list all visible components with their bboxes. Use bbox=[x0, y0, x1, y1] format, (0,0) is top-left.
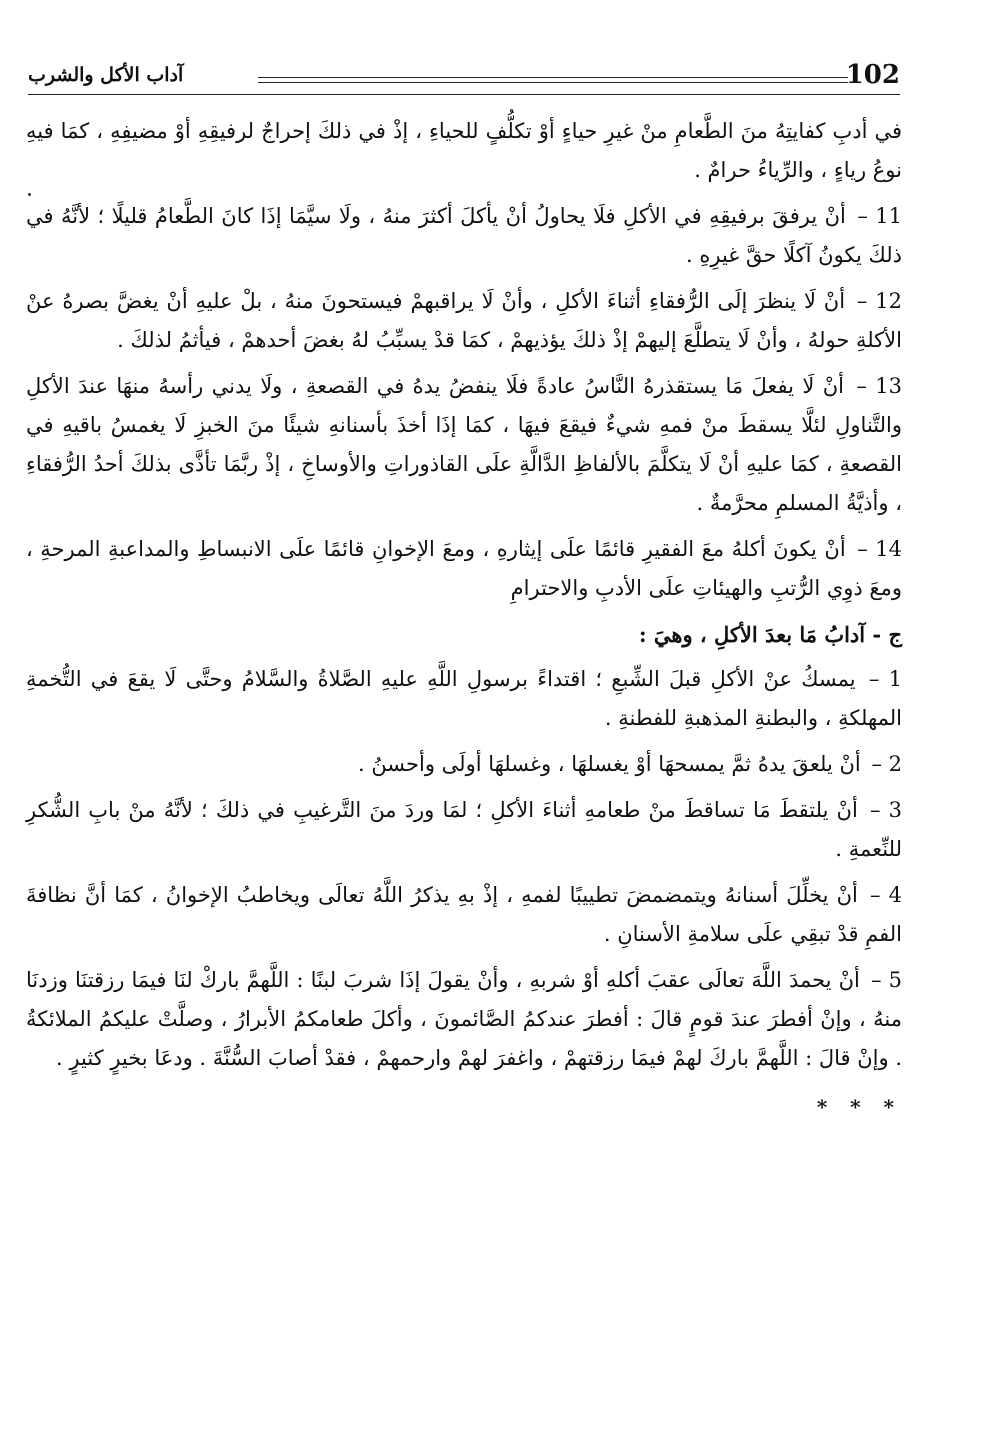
item-number: 12 – bbox=[856, 289, 903, 313]
paragraph-text: يمسكُ عنْ الأكلِ قبلَ الشِّبعِ ؛ اقتداءً برسولِ اللَّهِ عليهِ الصَّلاةُ والسَّلامُ وحتَّى لَا يقعَ في التُّخمةِ المهلكةِ ، والبطنةِ المذهبةِ للفطنةِ . bbox=[26, 667, 902, 730]
paragraph-text: أنْ يحمدَ اللَّهَ تعالَى عقبَ أكلهِ أوْ شربهِ ، وأنْ يقولَ إذَا شربَ لبنًا : اللَّهمَّ باركْ لنَا فيمَا رزقتنَا وزدنَا منهُ ، وإنْ أفطرَ عندَ قومٍ قالَ : أفطرَ عندكمُ الصَّائمونَ ، وأكلَ طعامكمُ الأبرارُ ، وصلَّتْ عليكمُ الملائكةُ . وإنْ قالَ : اللَّهمَّ باركَ لهمْ فيمَا رزقتهمْ ، واغفرَ لهمْ وارحمهمْ ، فقدْ أصابَ السُّنَّةَ . ودعَا بخيرٍ كثيرٍ . bbox=[26, 968, 902, 1070]
item-number: 5 – bbox=[871, 968, 902, 992]
page-header bbox=[28, 60, 900, 98]
section-separator: * * * bbox=[816, 1095, 902, 1119]
paragraph-text: أنْ يرفقَ برفيقِهِ في الأكلِ فلَا يحاولُ أنْ يأكلَ أكثرَ منهُ ، ولَا سيَّمَا إذَا كانَ الطَّعامُ قليلًا ؛ لأنَّهُ في ذلكَ يكونُ آكلًا حقَّ غيرِهِ . bbox=[26, 204, 902, 267]
item-number: 13 – bbox=[856, 374, 902, 398]
paragraph-text: أنْ لَا ينظرَ إلَى الرُّفقاءِ أثناءَ الأكلِ ، وأنْ لَا يراقبهمْ فيستحونَ منهُ ، بلْ عليهِ أنْ يغضَّ بصرهُ عنْ الأكلةِ حولهُ ، وأنْ لَا يتطلَّعَ إليهمْ إذْ ذلكَ يؤذيهمْ ، كمَا قدْ يسبِّبُ لهُ بغضَ أحدهمْ ، فيأثمُ لذلكَ . bbox=[26, 289, 902, 352]
running-title: آداب الأكل والشرب bbox=[28, 64, 184, 86]
page-number: 102 bbox=[845, 60, 900, 90]
item-number: 2 – bbox=[871, 752, 902, 776]
paragraph-12 bbox=[26, 282, 902, 360]
paragraph-text: أنْ يلتقطَ مَا تساقطَ منْ طعامهِ أثناءَ الأكلِ ؛ لمَا وردَ منَ التَّرغيبِ في ذلكَ ؛ لأنَّهُ منْ بابِ الشُّكرِ للنِّعمةِ . bbox=[26, 798, 902, 861]
paragraph-text: أنْ يلعقَ يدهُ ثمَّ يمسحهَا أوْ يغسلهَا ، وغسلهَا أولَى وأحسنُ . bbox=[357, 752, 861, 776]
paragraph-text: في أدبِ كفايتِهُ منَ الطَّعامِ منْ غيرِ حياءٍ أوْ تكلُّفٍ للحياءِ ، إذْ في ذلكَ إحراجٌ لرفيقِهِ أوْ مضيفِهِ ، كمَا فيهِ نوعُ رياءٍ ، والرِّياءُ حرامٌ . bbox=[26, 119, 902, 182]
item-number: 11 – bbox=[857, 204, 902, 228]
item-number: 4 – bbox=[870, 883, 902, 907]
paragraph-11 bbox=[26, 197, 902, 275]
section-item-5 bbox=[26, 961, 902, 1078]
item-number: 14 – bbox=[857, 537, 902, 561]
header-double-rule bbox=[258, 77, 848, 83]
item-number: 1 – bbox=[868, 667, 902, 691]
page-body bbox=[26, 112, 902, 1127]
paragraph-14 bbox=[26, 530, 902, 608]
section-item-3 bbox=[26, 791, 902, 869]
item-number: 3 – bbox=[869, 798, 902, 822]
paragraph-continuation bbox=[26, 112, 902, 190]
paragraph-text: أنْ يخلِّلَ أسنانهُ ويتمضمضَ تطييبًا لفمهِ ، إذْ بهِ يذكرُ اللَّهُ تعالَى ويخاطبُ الإخوانُ ، كمَا أنَّ نظافةَ الفمِ قدْ تبقِي علَى سلامةِ الأسنانِ . bbox=[26, 883, 902, 946]
section-item-1 bbox=[26, 660, 902, 738]
paragraph-text: أنْ لَا يفعلَ مَا يستقذرهُ النَّاسُ عادةً فلَا ينفضُ يدهُ في القصعةِ ، ولَا يدني رأسهُ منهَا عندَ الأكلِ والتَّناولِ لئلَّا يسقطَ منْ فمهِ شيءٌ فيقعَ فيهَا ، كمَا إذَا أخذَ بأسنانهِ شيئًا منَ الخبزِ لَا يغمسُ باقيهِ في القصعةِ ، كمَا عليهِ أنْ لَا يتكلَّمَ بالألفاظِ الدَّالَّةِ علَى القاذوراتِ والأوساخِ ، إذْ ربَّمَا تأذَّى بذلكَ أحدُ الرُّفقاءِ ، وأذيَّةُ المسلمِ محرَّمةٌ . bbox=[26, 374, 902, 515]
paragraph-text: أنْ يكونَ أكلهُ معَ الفقيرِ قائمًا علَى إيثارهِ ، ومعَ الإخوانِ قائمًا علَى الانبساطِ والمداعبةِ المرحةِ ، ومعَ ذوِي الرُّتبِ والهيئاتِ علَى الأدبِ والاحترامِ bbox=[26, 537, 902, 600]
section-item-2 bbox=[26, 745, 902, 784]
section-heading: ج - آدابُ مَا بعدَ الأكلِ ، وهيَ : bbox=[638, 622, 902, 647]
paragraph-13 bbox=[26, 367, 902, 523]
section-item-4 bbox=[26, 876, 902, 954]
header-underline bbox=[28, 94, 900, 95]
